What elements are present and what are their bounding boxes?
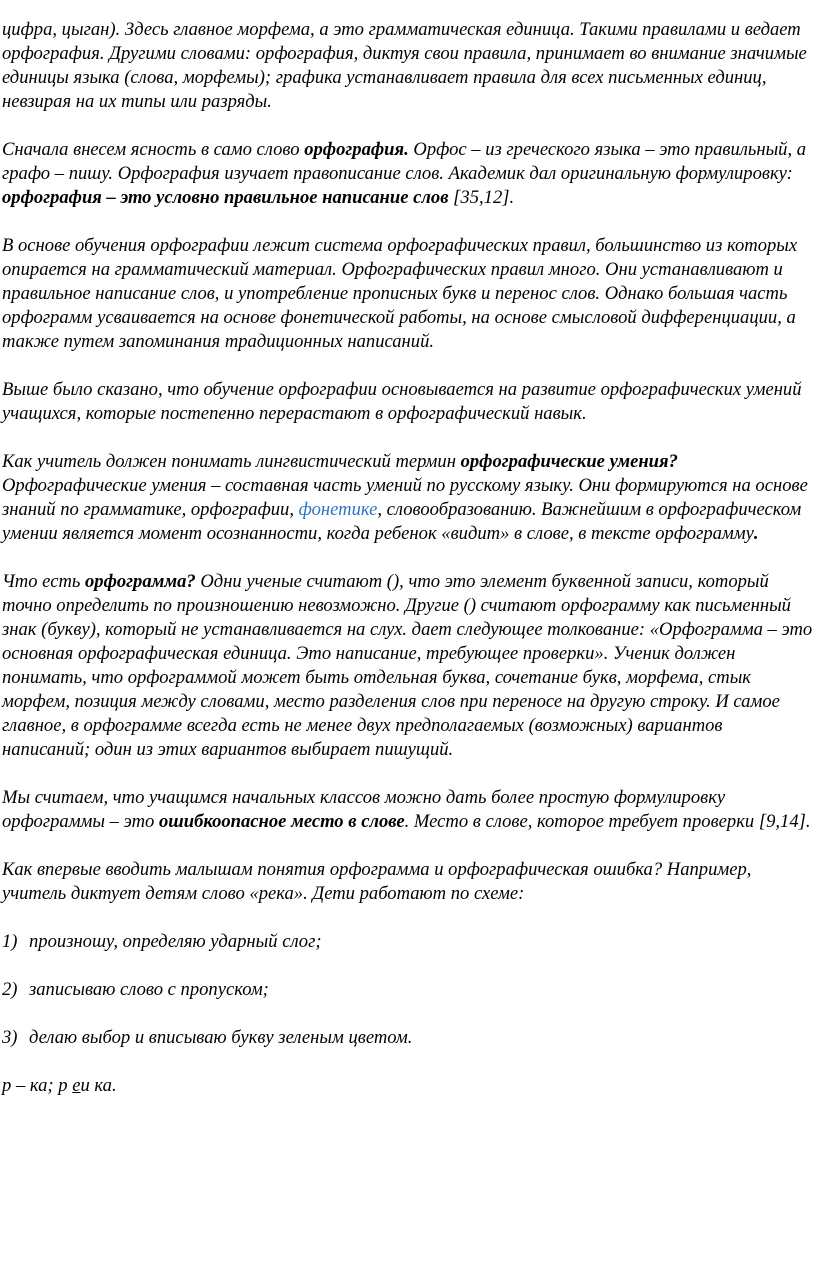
steps-list	[2, 930, 814, 1050]
paragraph-simple-definition	[2, 786, 814, 834]
list-text: произношу, определяю ударный слог;	[29, 931, 322, 952]
paragraph-orthogram	[2, 570, 814, 762]
text: Орфографические умения – составная часть умений по русскому языку. Они формируются на основе знаний по грамматике, орфографии,	[2, 475, 808, 520]
text: и ка.	[80, 1075, 117, 1096]
paragraph-skills: Выше было сказано, что обучение орфографии основывается на развитие орфографических умений учащихся, которые постепенно перерастают в орфографический навык.	[2, 379, 802, 424]
list-number: 2)	[2, 979, 18, 1000]
text: , словообразованию. Важнейшим в орфографическом умении является момент осознанности, когда ребенок «видит» в слове, в тексте орфограмму	[2, 499, 802, 544]
paragraph-rules: В основе обучения орфографии лежит система орфографических правил, большинство из которых опирается на грамматический материал. Орфографических правил много. Они устанавливают и правильное написание слов, и употребление прописных букв и перенос слов. Однако большая часть орфограмм усваивается на основе фонетической работы, на основе смысловой дифференциации, а также путем запоминания традиционных написаний.	[2, 235, 798, 352]
list-text: делаю выбор и вписываю букву зеленым цветом.	[29, 1027, 413, 1048]
term-orthography: орфография.	[304, 139, 409, 160]
list-number: 1)	[2, 931, 18, 952]
paragraph-orthography-definition	[2, 138, 814, 210]
term-orthogram: орфограмма?	[84, 571, 196, 592]
text: Одни ученые считают (), что это элемент буквенной записи, который точно определить по произношению невозможно. Другие () считают орфограмму как письменный знак (букву), который не устанавливается на слух. дает следующее толкование: «Орфограмма – это основная орфографическая единица. Это написание, требующее проверки». Ученик должен понимать, что орфограммой может быть отдельная буква, сочетание букв, морфема, стык морфем, позиция между словами, место разделения слов при переносе на другую строку. И самое главное, в орфограмме всегда есть не менее двух предполагаемых (возможных) вариантов написаний; один из этих вариантов выбирает пишущий.	[2, 571, 813, 760]
text: Что есть	[2, 571, 85, 592]
text: Орфос – из греческого языка – это правильный, а графо – пишу. Орфография изучает правописание слов. Академик дал оригинальную формулировку:	[2, 139, 807, 184]
list-text: записываю слово с пропуском;	[29, 979, 269, 1000]
period: .	[753, 523, 759, 544]
underlined-letter: е	[72, 1075, 81, 1096]
text: . Место в слове, которое требует проверки [9,14].	[404, 811, 811, 832]
citation: [35,12].	[448, 187, 515, 208]
phonetics-link[interactable]: фонетике	[298, 499, 378, 520]
list-item	[2, 930, 814, 954]
list-number: 3)	[2, 1027, 18, 1048]
term-orthographic-skills: орфографические умения?	[460, 451, 678, 472]
paragraph-introduction: Как впервые вводить малышам понятия орфограмма и орфографическая ошибка? Например, учитель диктует детям слово «река». Дети работают по схеме:	[2, 859, 752, 904]
list-item	[2, 978, 814, 1002]
definition-bold: орфография – это условно правильное написание слов	[2, 187, 449, 208]
list-item	[2, 1026, 814, 1050]
text: Сначала внесем ясность в само слово	[2, 139, 305, 160]
term-error-prone-place: ошибкоопасное место в слове	[158, 811, 405, 832]
text: Как учитель должен понимать лингвистический термин	[2, 451, 461, 472]
text: Мы считаем, что учащимся начальных классов можно дать более простую формулировку орфограммы – это	[2, 787, 726, 832]
text: р – ка; р	[2, 1075, 73, 1096]
example-line	[2, 1074, 814, 1098]
paragraph-graphics: цифра, цыган). Здесь главное морфема, а это грамматическая единица. Такими правилами и ведает орфография. Другими словами: орфография, диктуя свои правила, принимает во внимание значимые единицы языка (слова, морфемы); графика устанавливает правила для всех письменных единиц, невзирая на их типы или разряды.	[2, 19, 807, 112]
paragraph-orthographic-skills	[2, 450, 814, 546]
